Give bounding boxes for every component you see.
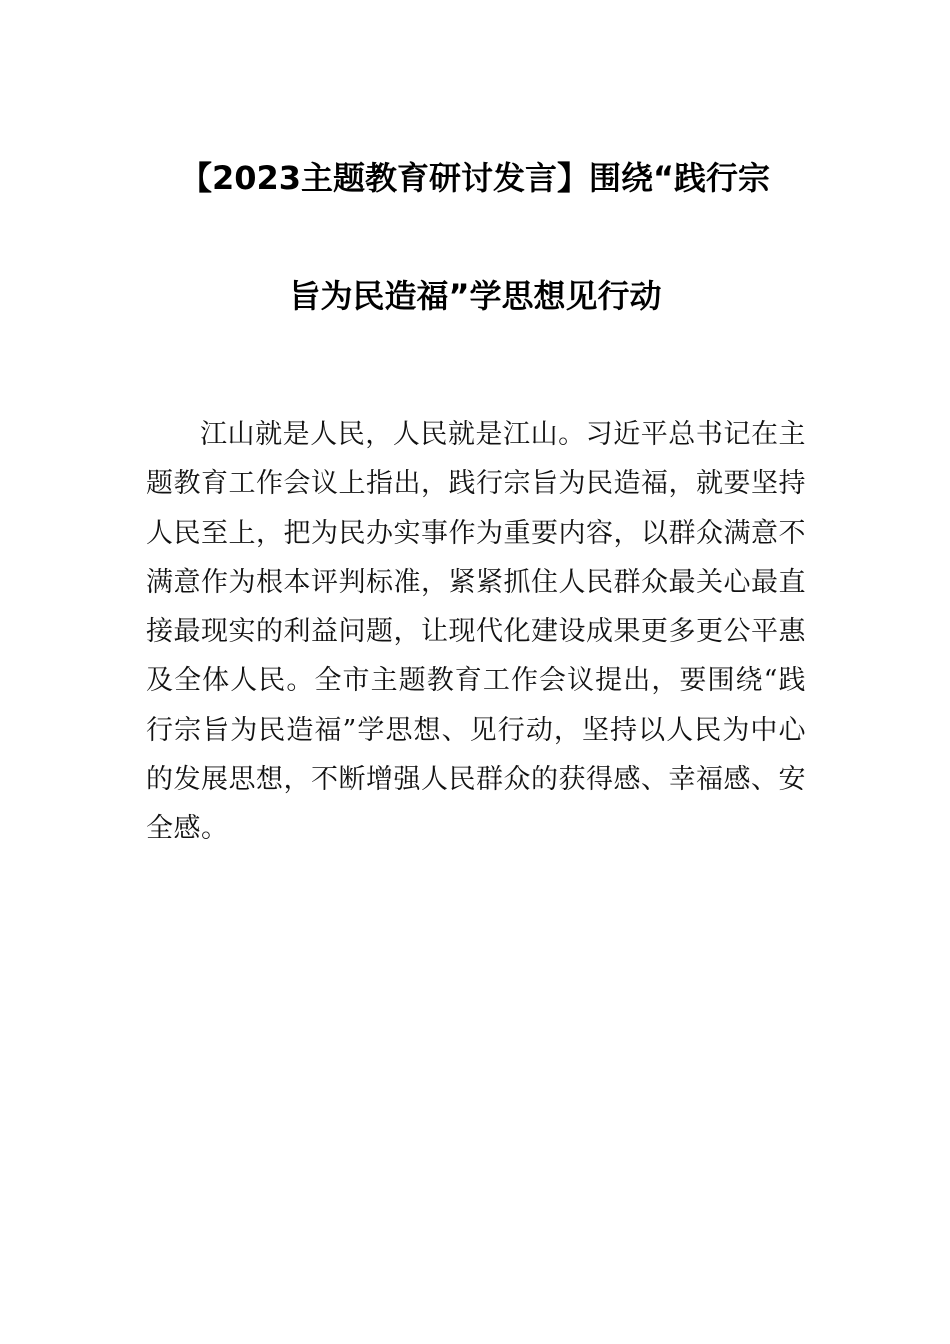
document-title-line-2: 旨为民造福”学思想见行动 bbox=[288, 277, 662, 315]
document-title-line-1: 【2023主题教育研讨发言】围绕“践行宗 bbox=[179, 159, 771, 197]
body-paragraph: 江山就是人民，人民就是江山。习近平总书记在主题教育工作会议上指出，践行宗旨为民造福，就要坚持人民至上，把为民办实事作为重要内容，以群众满意不满意作为根本评判标准，紧紧抓住人民群众最关心最直接最现实的利益问题，让现代化建设成果更多更公平惠及全体人民。全市主题教育工作会议提出，要围绕“践行宗旨为民造福”学思想、见行动，坚持以人民为中心的发展思想，不断增强人民群众的获得感、幸福感、安全感。 bbox=[146, 419, 806, 845]
